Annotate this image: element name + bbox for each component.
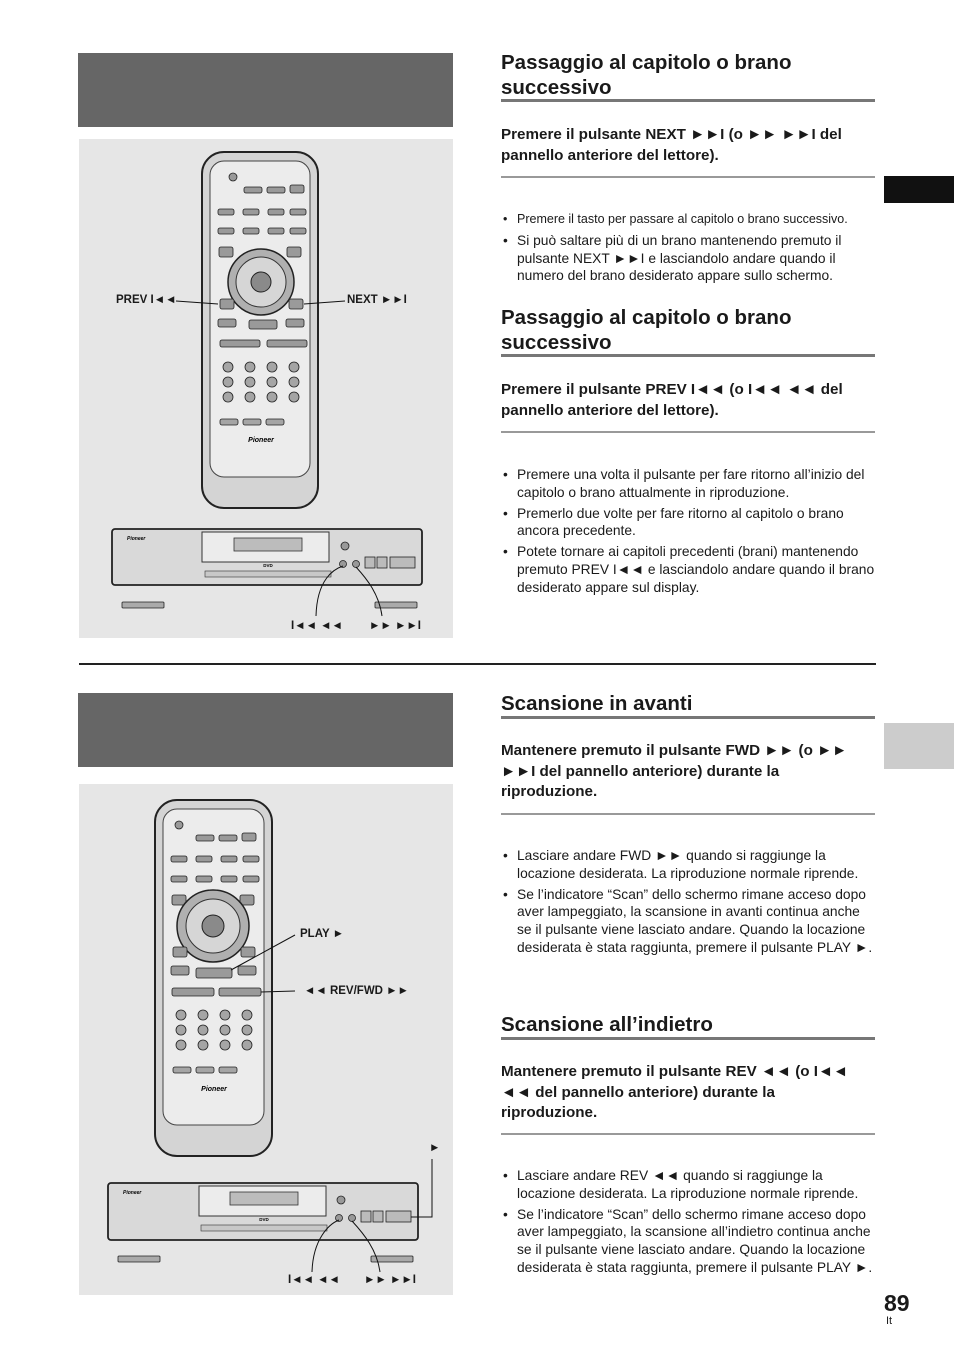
side-tab-chapter <box>884 176 954 203</box>
panel-play-label: ► <box>429 1142 441 1154</box>
bullet-list-next <box>501 211 877 288</box>
section-divider <box>79 663 876 665</box>
next-label: NEXT ►►I <box>347 294 407 306</box>
lead-rule <box>501 813 875 815</box>
revfwd-label: ◄◄ REV/FWD ►► <box>304 985 409 997</box>
bullet-item: • Lasciare andare REV ◄◄ quando si raggiunge la locazione desiderata. La riproduzione normale riprende. <box>501 1167 877 1203</box>
side-tab-section <box>884 723 954 769</box>
play-label: PLAY ► <box>300 928 344 940</box>
next-button[interactable] <box>289 299 303 309</box>
player-dvd-logo: DVD <box>263 563 273 568</box>
bullet-item: • Se l’indicatore “Scan” dello schermo rimane acceso dopo aver lampeggiato, la scansione all’indietro continua anche se il pulsante viene lasciato andare. Quando la locazione desiderata è stata raggiunta, premere il pulsante PLAY ►. <box>501 1206 877 1277</box>
lead-rule <box>501 176 875 178</box>
play-button[interactable] <box>196 968 232 978</box>
remote-brand-logo: Pioneer <box>201 1086 227 1093</box>
section-title-rev: Scansione all’indietro <box>501 1013 713 1036</box>
section-title-next: Passaggio al capitolo o brano successivo <box>501 51 792 99</box>
language-code: It <box>886 1315 893 1327</box>
player-brand-logo: Pioneer <box>123 1190 142 1196</box>
bullet-list-prev <box>501 466 877 600</box>
player-dvd-logo: DVD <box>259 1217 269 1222</box>
figure-remote-skip <box>79 139 453 638</box>
lead-rule <box>501 1133 875 1135</box>
bullet-item: • Si può saltare più di un brano mantenendo premuto il pulsante NEXT ►►I e lasciandolo andare quando il numero del brano desiderato appare sullo schermo. <box>501 232 877 285</box>
bullet-item: • Premere una volta il pulsante per fare ritorno all’inizio del capitolo o brano attualmente in riproduzione. <box>501 466 877 502</box>
remote-and-player-illustration-1 <box>79 139 453 638</box>
figure-remote-scan <box>79 784 453 1295</box>
bullet-item: • Premerlo due volte per fare ritorno al capitolo o brano ancora precedente. <box>501 505 877 541</box>
lead-prev: Premere il pulsante PREV I◄◄ (o I◄◄ ◄◄ del pannello anteriore del lettore). <box>501 381 843 419</box>
panel-next-label: ►► ►►I <box>369 620 421 632</box>
rev-button[interactable] <box>172 988 214 996</box>
remote-brand-logo: Pioneer <box>248 437 274 444</box>
prev-label: PREV I◄◄ <box>116 294 177 306</box>
lead-rev: Mantenere premuto il pulsante REV ◄◄ (o I◄◄ ◄◄ del pannello anteriore) durante la riproduzione. <box>501 1063 849 1121</box>
bullet-item: • Premere il tasto per passare al capitolo o brano successivo. <box>501 211 877 229</box>
panel-prev-label: I◄◄ ◄◄ <box>291 620 343 632</box>
page-number: 89 <box>884 1290 910 1316</box>
lead-fwd: Mantenere premuto il pulsante FWD ►► (o ►► ►►I del pannello anteriore) durante la riproduzione. <box>501 742 848 800</box>
bullet-item: • Lasciare andare FWD ►► quando si raggiunge la locazione desiderata. La riproduzione normale riprende. <box>501 847 877 883</box>
lead-next: Premere il pulsante NEXT ►►I (o ►► ►►I del pannello anteriore del lettore). <box>501 126 842 164</box>
player-brand-logo: Pioneer <box>127 536 146 542</box>
section-banner-top <box>78 53 453 127</box>
title-rule <box>501 354 875 357</box>
section-banner-bottom <box>78 693 453 767</box>
bullet-list-fwd <box>501 847 877 960</box>
bullet-item: • Potete tornare ai capitoli precedenti (brani) mantenendo premuto PREV I◄◄ e lasciandolo andare quando il brano desiderato appare sul display. <box>501 543 877 596</box>
title-rule <box>501 99 875 102</box>
fwd-button[interactable] <box>219 988 261 996</box>
title-rule <box>501 1037 875 1040</box>
panel-rev-label: I◄◄ ◄◄ <box>288 1274 340 1286</box>
panel-fwd-label: ►► ►►I <box>364 1274 416 1286</box>
lead-rule <box>501 431 875 433</box>
prev-button[interactable] <box>220 299 234 309</box>
section-title-prev: Passaggio al capitolo o brano successivo <box>501 306 792 354</box>
title-rule <box>501 716 875 719</box>
bullet-item: • Se l’indicatore “Scan” dello schermo rimane acceso dopo aver lampeggiato, la scansione in avanti continua anche se il pulsante viene lasciato andare. Quando la locazione desiderata è stata raggiunta, premere il pulsante PLAY ►. <box>501 886 877 957</box>
bullet-list-rev <box>501 1167 877 1280</box>
remote-and-player-illustration-2 <box>79 784 453 1295</box>
section-title-fwd: Scansione in avanti <box>501 692 693 715</box>
